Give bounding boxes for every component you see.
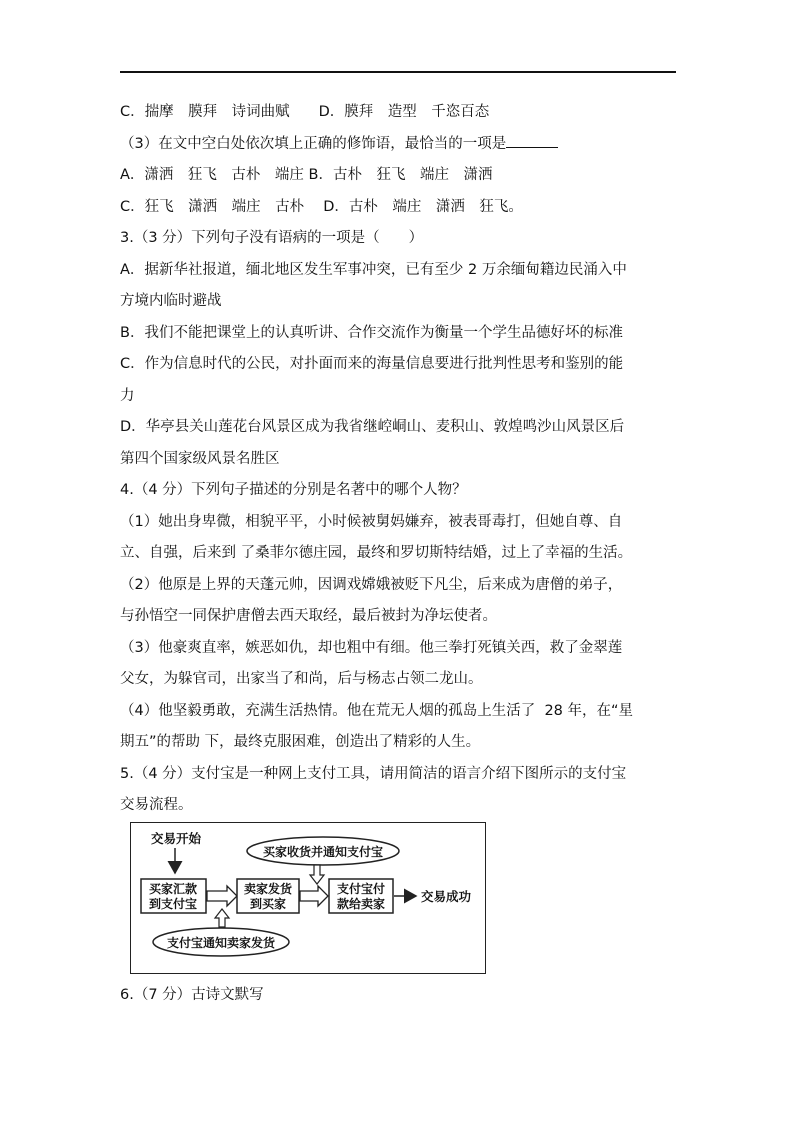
option-b: B．我们不能把课堂上的认真听讲、合作交流作为衡量一个学生品德好坏的标准 xyxy=(120,324,623,341)
box2-line1: 卖家发货 xyxy=(243,882,293,896)
arrow-box1-box2 xyxy=(207,886,237,906)
question-6: 6.（7 分）古诗文默写 xyxy=(120,987,264,1003)
q4-item-1-cont: 立、自强，后来到 了桑菲尔德庄园，最终和罗切斯特结婚，过上了幸福的生活。 xyxy=(120,545,633,561)
flowchart-svg xyxy=(131,823,485,973)
option-d: D．华亭县关山莲花台风景区成为我省继崆峒山、麦积山、敦煌鸣沙山风景区后 xyxy=(120,419,625,435)
ellipse-top-label: 买家收货并通知支付宝 xyxy=(262,845,384,859)
q4-item-4-cont: 期五”的帮助 下，最终克服困难，创造出了精彩的人生。 xyxy=(120,734,481,750)
option-line-a-b: A．潇洒 狂飞 古朴 端庄 B．古朴 狂飞 端庄 潇洒 xyxy=(120,167,493,183)
option-c: C．作为信息时代的公民，对扑面而来的海量信息要进行批判性思考和鉴别的能 xyxy=(120,356,624,372)
alipay-flowchart xyxy=(130,822,486,974)
option-line-c-d: C．揣摩 膜拜 诗词曲赋 D．膜拜 造型 千恣百态 xyxy=(120,104,490,120)
question-3-sub xyxy=(120,129,680,161)
option-c-cont: 力 xyxy=(120,387,135,404)
box3-line2: 款给卖家 xyxy=(336,897,386,911)
box1-line1: 买家汇款 xyxy=(148,882,198,896)
q4-item-3: （3）他豪爽直率，嫉恶如仇，却也粗中有细。他三拳打死镇关西，救了金翠莲 xyxy=(120,639,623,656)
answer-blank xyxy=(506,133,558,148)
question-4: 4.（4 分）下列句子描述的分别是名著中的哪个人物？ xyxy=(120,482,467,498)
flow-end-label: 交易成功 xyxy=(421,889,472,904)
q4-item-3-cont: 父女，为躲官司，出家当了和尚，后与杨志占领二龙山。 xyxy=(120,671,483,687)
box3-line1: 支付宝付 xyxy=(336,882,386,896)
q4-item-4: （4）他坚毅勇敢，充满生活热情。他在荒无人烟的孤岛上生活了 28 年，在“星 xyxy=(120,702,634,719)
q4-item-2: （2）他原是上界的天蓬元帅，因调戏嫦娥被贬下凡尘，后来成为唐僧的弟子， xyxy=(120,576,623,593)
question-text: （3）在文中空白处依次填上正确的修饰语，最恰当的一项是 xyxy=(120,135,507,152)
header-rule xyxy=(120,71,676,73)
question-5-cont: 交易流程。 xyxy=(120,797,193,813)
option-a: A．据新华社报道，缅北地区发生军事冲突，已有至少 2 万余缅甸籍边民涌入中 xyxy=(120,261,627,278)
arrow-box2-box3 xyxy=(300,886,328,906)
question-3: 3.（3 分）下列句子没有语病的一项是（ ） xyxy=(120,230,424,246)
box1-line2: 到支付宝 xyxy=(148,897,198,911)
question-5: 5.（4 分）支付宝是一种网上支付工具，请用简洁的语言介绍下图所示的支付宝 xyxy=(120,765,627,782)
option-d-cont: 第四个国家级风景名胜区 xyxy=(120,450,280,467)
option-a-cont: 方境内临时避战 xyxy=(120,293,222,309)
q4-item-1: （1）她出身卑微，相貌平平，小时候被舅妈嫌弃，被表哥毒打，但她自尊、自 xyxy=(120,513,623,530)
q4-item-2-cont: 与孙悟空一同保护唐僧去西天取经，最后被封为净坛使者。 xyxy=(120,608,497,624)
arrow-ellipse-top-down xyxy=(310,865,324,884)
document-body xyxy=(120,97,680,822)
arrow-ellipse-bottom-up xyxy=(215,909,229,927)
flow-start-label: 交易开始 xyxy=(151,831,202,846)
box2-line2: 到买家 xyxy=(249,897,287,911)
ellipse-bottom-label: 支付宝通知卖家发货 xyxy=(166,936,276,950)
option-line-c-d-2: C．狂飞 潇洒 端庄 古朴 D．古朴 端庄 潇洒 狂飞。 xyxy=(120,198,523,215)
